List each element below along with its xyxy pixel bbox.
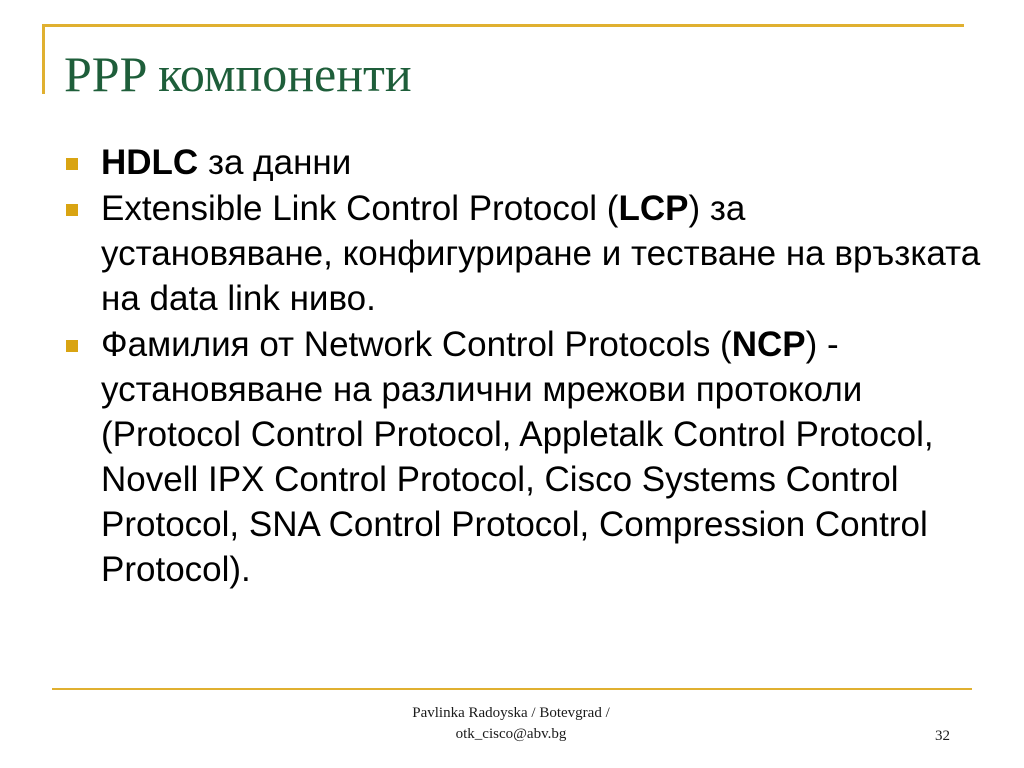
left-rule: [42, 24, 45, 94]
bullet-item-lcp: [64, 186, 984, 321]
footer-author-email: otk_cisco@abv.bg: [455, 726, 567, 742]
bullet-text: [101, 189, 980, 318]
bold-term: NCP: [731, 325, 806, 364]
text-segment: Extensible Link Control Protocol (: [101, 189, 619, 228]
bullet-text: [101, 143, 351, 182]
footer-author-line1: Pavlinka Radoyska / Botevgrad /: [412, 705, 610, 721]
square-bullet-icon: [66, 204, 78, 216]
text-segment: Фамилия от Network Control Protocols (: [101, 325, 732, 364]
bullet-item-hdlc: [64, 140, 984, 185]
top-rule: [42, 24, 964, 27]
square-bullet-icon: [66, 340, 78, 352]
footer-rule: [52, 688, 972, 690]
slide-title: PPP компоненти: [64, 46, 412, 102]
page-number: 32: [935, 728, 950, 744]
text-segment: ) - установяване на различни мрежови протоколи (Protocol Control Protocol, Appletalk Control Protocol, Novell IPX Control Protocol, Cisco Systems Control Protocol, SNA Control Protocol, Compression Control Protocol).: [101, 325, 944, 589]
bold-term: HDLC: [101, 143, 199, 182]
bullet-list: [64, 140, 984, 593]
bullet-text: [101, 325, 943, 589]
bullet-item-ncp: [64, 322, 984, 592]
square-bullet-icon: [66, 158, 78, 170]
text-segment: за данни: [198, 143, 352, 182]
bold-term: LCP: [618, 189, 689, 228]
footer-author: [380, 703, 642, 745]
text-segment: ) за установяване, конфигуриране и тестване на връзката на data link ниво.: [101, 189, 981, 318]
